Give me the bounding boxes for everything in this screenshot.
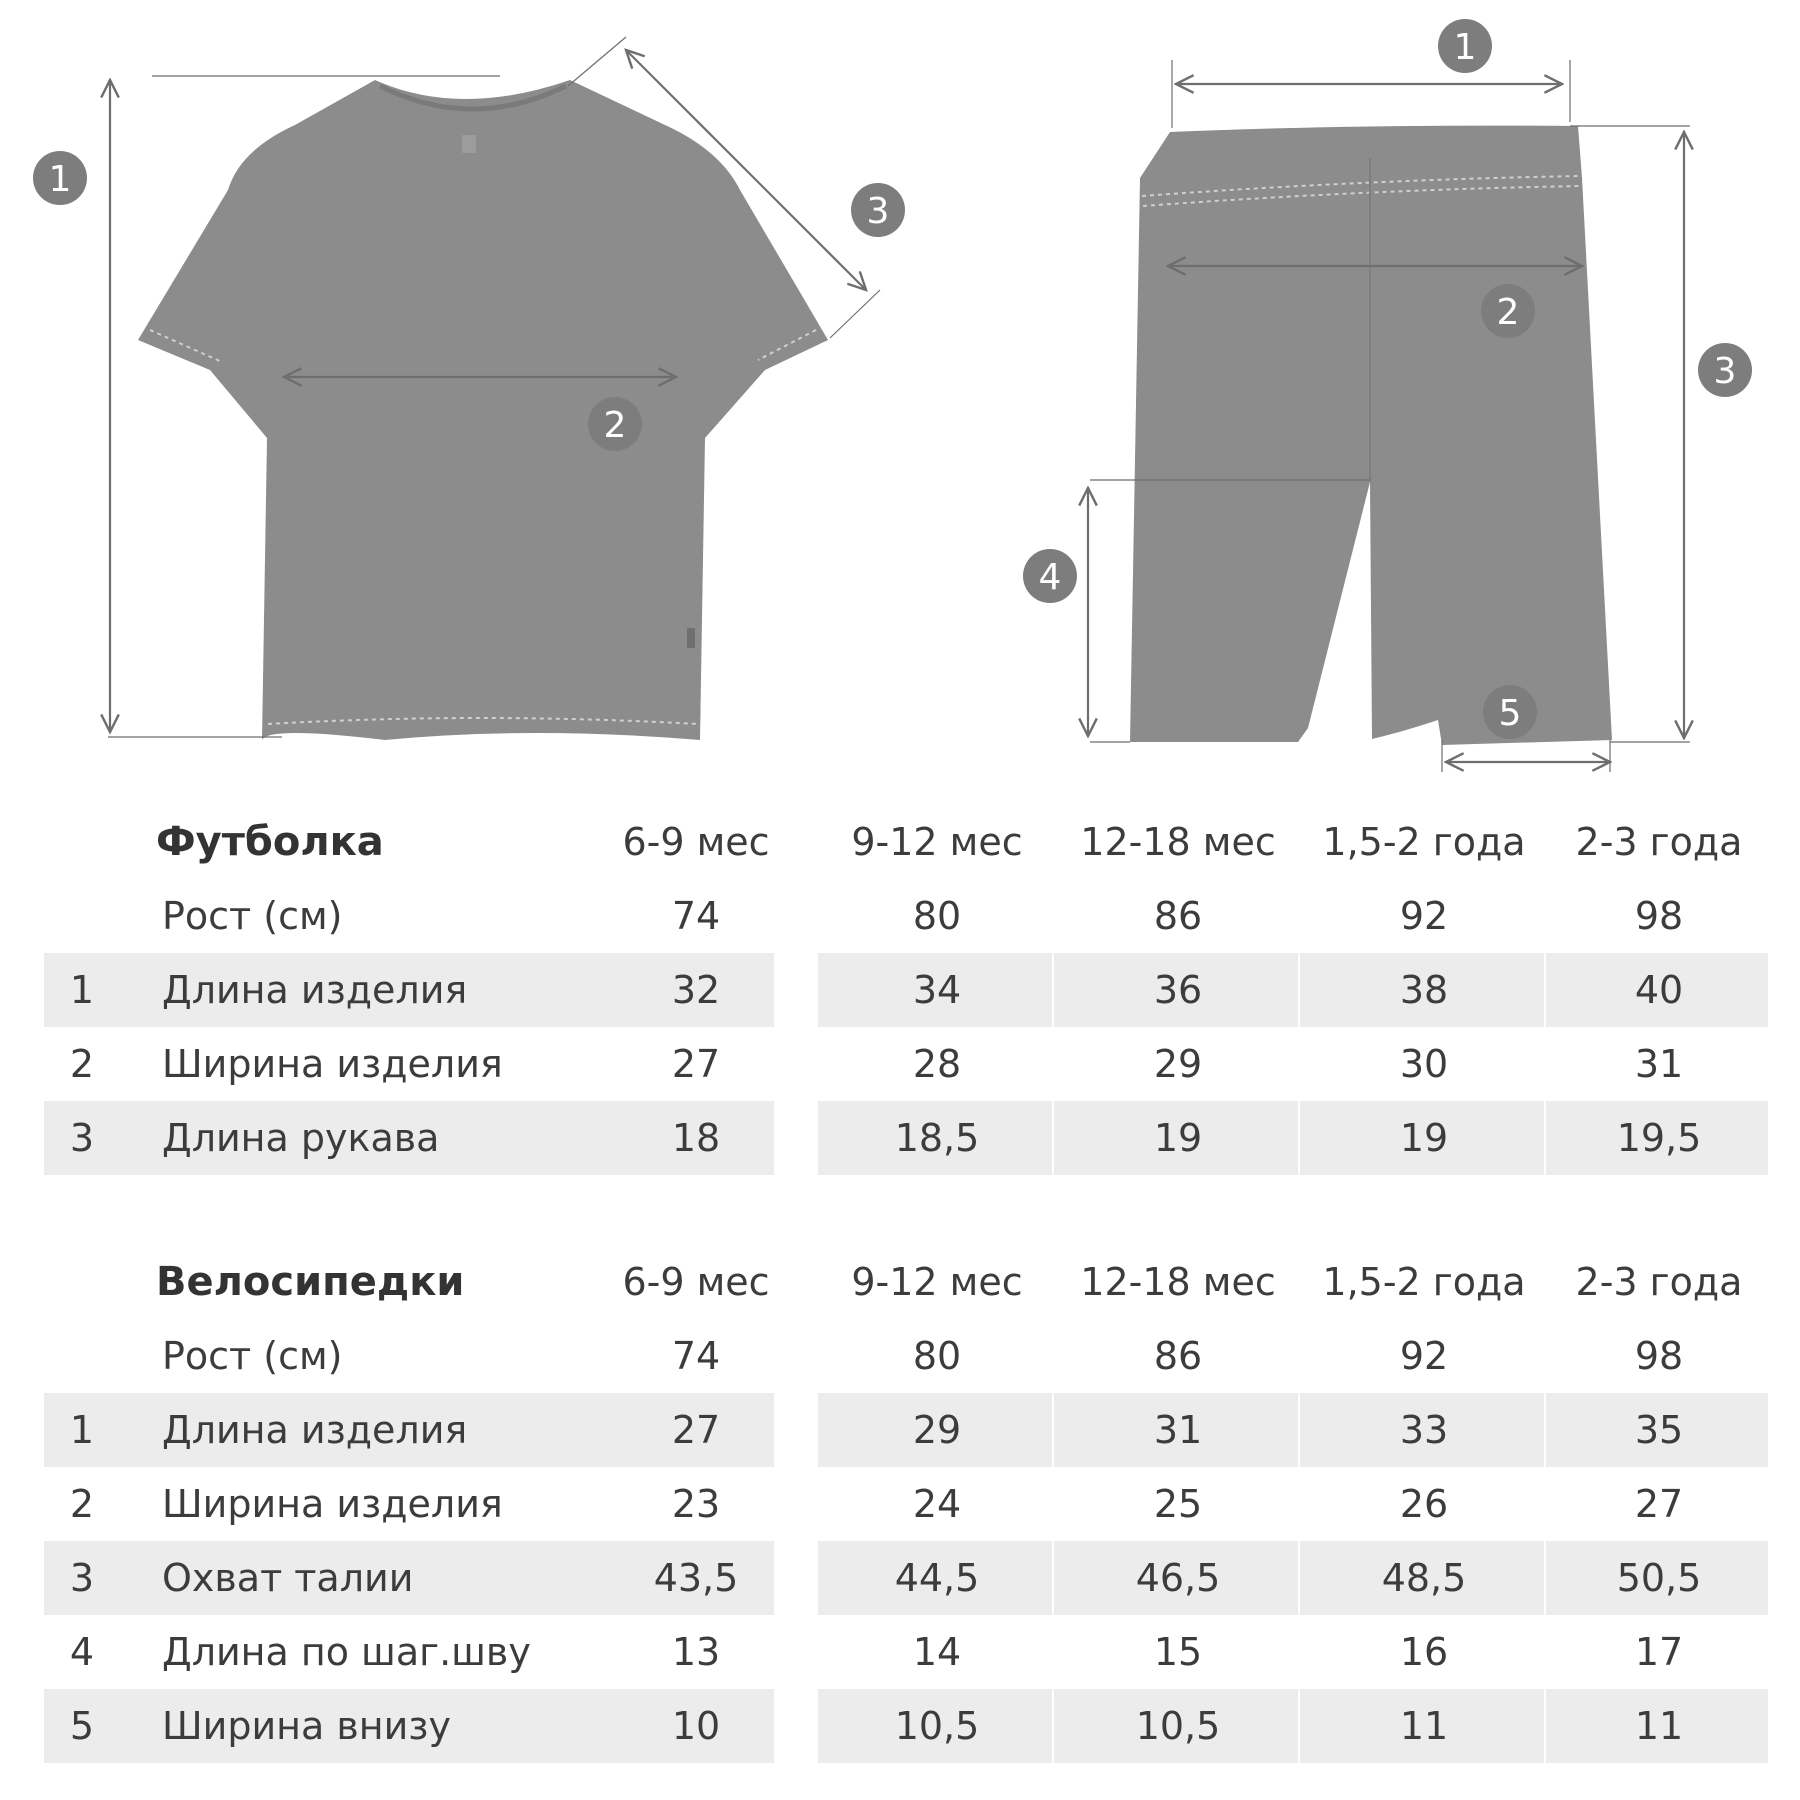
table-cell: 98 xyxy=(1634,1334,1684,1378)
table-cell: 11 xyxy=(1399,1704,1449,1748)
table-row xyxy=(44,1393,1770,1467)
table-row xyxy=(44,1101,1770,1175)
shorts-marker-1-label: 1 xyxy=(1453,27,1477,68)
tshirt-sleeve-extension-top xyxy=(568,37,626,86)
table-cell: 46,5 xyxy=(1135,1556,1221,1600)
tshirt-sleeve-extension-bottom xyxy=(830,290,880,338)
table-cell: 86 xyxy=(1153,1334,1203,1378)
table-cell: 43,5 xyxy=(653,1556,739,1600)
size-column-header: 9-12 мес xyxy=(851,1260,1023,1304)
table-cell: 44,5 xyxy=(894,1556,980,1600)
table-cell: 10,5 xyxy=(1135,1704,1221,1748)
table-cell: 23 xyxy=(671,1482,721,1526)
size-column-header: 2-3 года xyxy=(1575,1260,1743,1304)
tshirt-label-tag xyxy=(462,135,476,153)
table-cell: 10,5 xyxy=(894,1704,980,1748)
height-row xyxy=(44,1319,1770,1393)
table-cell: 36 xyxy=(1153,968,1203,1012)
table-cell: 30 xyxy=(1399,1042,1449,1086)
table-cell: 18,5 xyxy=(894,1116,980,1160)
table-cell: 17 xyxy=(1634,1630,1684,1674)
table-cell: 35 xyxy=(1634,1408,1684,1452)
table-row xyxy=(44,1027,1770,1101)
tshirt-illustration xyxy=(138,80,828,740)
table-cell: 11 xyxy=(1634,1704,1684,1748)
row-label: Ширина внизу xyxy=(162,1704,451,1748)
table-cell: 80 xyxy=(912,894,962,938)
table-cell: 29 xyxy=(1153,1042,1203,1086)
tshirt-marker-1-label: 1 xyxy=(48,159,72,200)
table-cell: 98 xyxy=(1634,894,1684,938)
table-cell: 74 xyxy=(671,1334,721,1378)
size-column-header: 2-3 года xyxy=(1575,820,1743,864)
table-cell: 48,5 xyxy=(1381,1556,1467,1600)
table-header-row xyxy=(44,805,1770,879)
table-cell: 92 xyxy=(1399,894,1449,938)
row-label: Ширина изделия xyxy=(162,1482,503,1526)
row-number: 3 xyxy=(69,1116,95,1160)
table-cell: 31 xyxy=(1153,1408,1203,1452)
table-cell: 26 xyxy=(1399,1482,1449,1526)
row-number: 4 xyxy=(69,1630,95,1674)
table-row xyxy=(44,953,1770,1027)
row-number: 5 xyxy=(69,1704,95,1748)
row-label: Охват талии xyxy=(162,1556,414,1600)
garment-illustrations xyxy=(0,0,1800,790)
table-cell: 40 xyxy=(1634,968,1684,1012)
row-label: Длина по шаг.шву xyxy=(162,1630,531,1674)
size-column-header: 6-9 мес xyxy=(622,820,770,864)
table-cell: 86 xyxy=(1153,894,1203,938)
table-cell: 18 xyxy=(671,1116,721,1160)
table-title: Футболка xyxy=(156,819,384,865)
shorts-marker-3-label: 3 xyxy=(1713,351,1737,392)
table-title: Велосипедки xyxy=(156,1259,465,1305)
size-column-header: 1,5-2 года xyxy=(1322,820,1526,864)
row-number: 1 xyxy=(69,1408,95,1452)
table-cell: 27 xyxy=(671,1042,721,1086)
table-cell: 74 xyxy=(671,894,721,938)
row-label: Рост (см) xyxy=(162,1334,343,1378)
table-cell: 10 xyxy=(671,1704,721,1748)
table-cell: 25 xyxy=(1153,1482,1203,1526)
table-cell: 16 xyxy=(1399,1630,1449,1674)
table-cell: 14 xyxy=(912,1630,962,1674)
size-column-header: 9-12 мес xyxy=(851,820,1023,864)
table-cell: 27 xyxy=(671,1408,721,1452)
row-label: Длина рукава xyxy=(162,1116,440,1160)
row-number: 3 xyxy=(69,1556,95,1600)
shorts-marker-2-label: 2 xyxy=(1496,292,1520,333)
row-label: Длина изделия xyxy=(162,968,468,1012)
tshirt-body xyxy=(138,80,828,740)
table-cell: 33 xyxy=(1399,1408,1449,1452)
row-number: 2 xyxy=(69,1042,95,1086)
table-cell: 13 xyxy=(671,1630,721,1674)
size-column-header: 6-9 мес xyxy=(622,1260,770,1304)
size-column-header: 12-18 мес xyxy=(1080,820,1276,864)
tshirt-marker-3-label: 3 xyxy=(866,191,890,232)
table-cell: 15 xyxy=(1153,1630,1203,1674)
table-cell: 19 xyxy=(1153,1116,1203,1160)
tshirt-side-tag xyxy=(687,628,695,648)
shorts-marker-5-label: 5 xyxy=(1498,693,1522,734)
height-row xyxy=(44,879,1770,953)
table-header-row xyxy=(44,1245,1770,1319)
row-label: Рост (см) xyxy=(162,894,343,938)
table-cell: 92 xyxy=(1399,1334,1449,1378)
table-cell: 24 xyxy=(912,1482,962,1526)
table-cell: 80 xyxy=(912,1334,962,1378)
size-column-header: 12-18 мес xyxy=(1080,1260,1276,1304)
table-cell: 27 xyxy=(1634,1482,1684,1526)
table-cell: 29 xyxy=(912,1408,962,1452)
table-row xyxy=(44,1467,1770,1541)
table-cell: 19 xyxy=(1399,1116,1449,1160)
table-row xyxy=(44,1689,1770,1763)
table-cell: 34 xyxy=(912,968,962,1012)
shorts-marker-4-label: 4 xyxy=(1038,557,1062,598)
table-cell: 28 xyxy=(912,1042,962,1086)
row-label: Длина изделия xyxy=(162,1408,468,1452)
table-cell: 31 xyxy=(1634,1042,1684,1086)
row-number: 1 xyxy=(69,968,95,1012)
table-row xyxy=(44,1615,1770,1689)
tshirt-marker-2-label: 2 xyxy=(603,405,627,446)
table-cell: 32 xyxy=(671,968,721,1012)
row-label: Ширина изделия xyxy=(162,1042,503,1086)
row-number: 2 xyxy=(69,1482,95,1526)
table-row xyxy=(44,1541,1770,1615)
size-column-header: 1,5-2 года xyxy=(1322,1260,1526,1304)
table-cell: 38 xyxy=(1399,968,1449,1012)
table-cell: 50,5 xyxy=(1616,1556,1702,1600)
shorts-illustration xyxy=(1130,126,1612,745)
table-cell: 19,5 xyxy=(1616,1116,1702,1160)
